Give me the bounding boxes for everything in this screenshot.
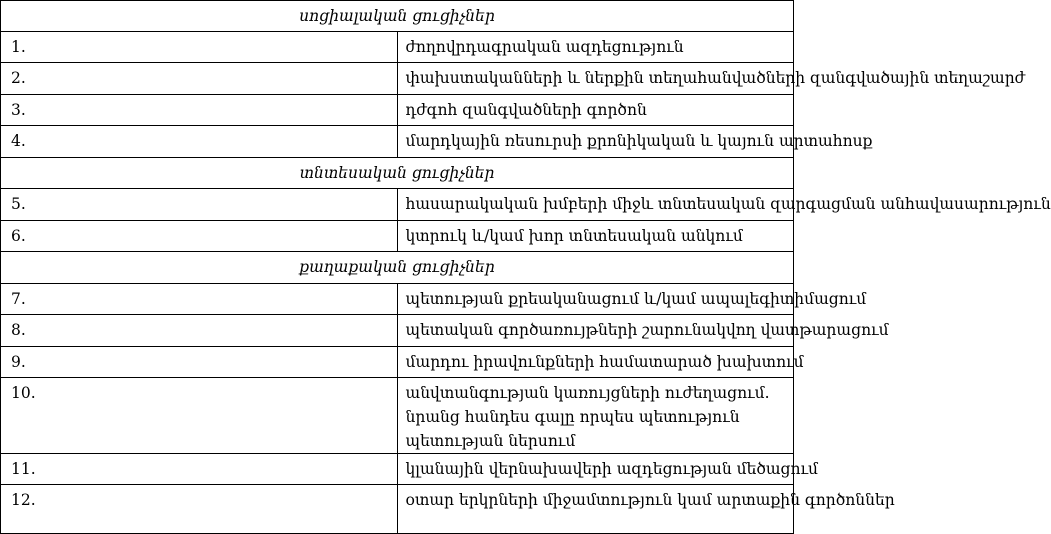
row-text: մարդու իրավունքների համատարած խախտում [397,347,794,378]
row-text: անվտանգության կառույցների ուժեղացում. նրանց հանդես գալը որպես պետություն պետության ներսում [397,378,794,454]
section-header-row [1,1,794,32]
row-number: 5. [1,189,398,221]
row-number: 10. [1,378,398,454]
row-text: կտրուկ և/կամ խոր տնտեսական անկում [397,221,794,252]
row-text: պետական գործառույթների շարունակվող վատթարացում [397,315,794,347]
table-row [1,454,794,485]
row-number: 8. [1,315,398,347]
table-row [1,63,794,95]
row-number: 2. [1,63,398,95]
row-number: 7. [1,284,398,315]
table-row [1,378,794,454]
row-text: մարդկային ռեսուրսի քրոնիկական և կայուն արտահոսք [397,126,794,158]
row-text: պետության քրեականացում և/կամ ապալեգիտիմացում [397,284,794,315]
row-number: 9. [1,347,398,378]
table-row [1,126,794,158]
row-number: 6. [1,221,398,252]
table-row [1,485,794,534]
section-title-social: սոցիալական ցուցիչներ [1,1,794,32]
row-number: 4. [1,126,398,158]
row-number: 12. [1,485,398,534]
row-text: կլանային վերնախավերի ազդեցության մեծացում [397,454,794,485]
row-number: 11. [1,454,398,485]
row-text: հասարակական խմբերի միջև տնտեսական զարգացման անհավասարություն [397,189,794,221]
row-number: 1. [1,32,398,63]
table-row [1,221,794,252]
table-row [1,95,794,126]
row-number: 3. [1,95,398,126]
section-title-political: քաղաքական ցուցիչներ [1,252,794,284]
table-row [1,32,794,63]
section-header-row [1,252,794,284]
table-row [1,347,794,378]
table-row [1,284,794,315]
section-title-economic: տնտեսական ցուցիչներ [1,158,794,189]
row-text: դժգոհ զանգվածների գործոն [397,95,794,126]
table-row [1,315,794,347]
section-header-row [1,158,794,189]
row-text: ժողովրդագրական ազդեցություն [397,32,794,63]
row-text: օտար երկրների միջամտություն կամ արտաքին գործոններ [397,485,794,534]
row-text: փախստականների և ներքին տեղահանվածների զանգվածային տեղաշարժ [397,63,794,95]
table-row [1,189,794,221]
